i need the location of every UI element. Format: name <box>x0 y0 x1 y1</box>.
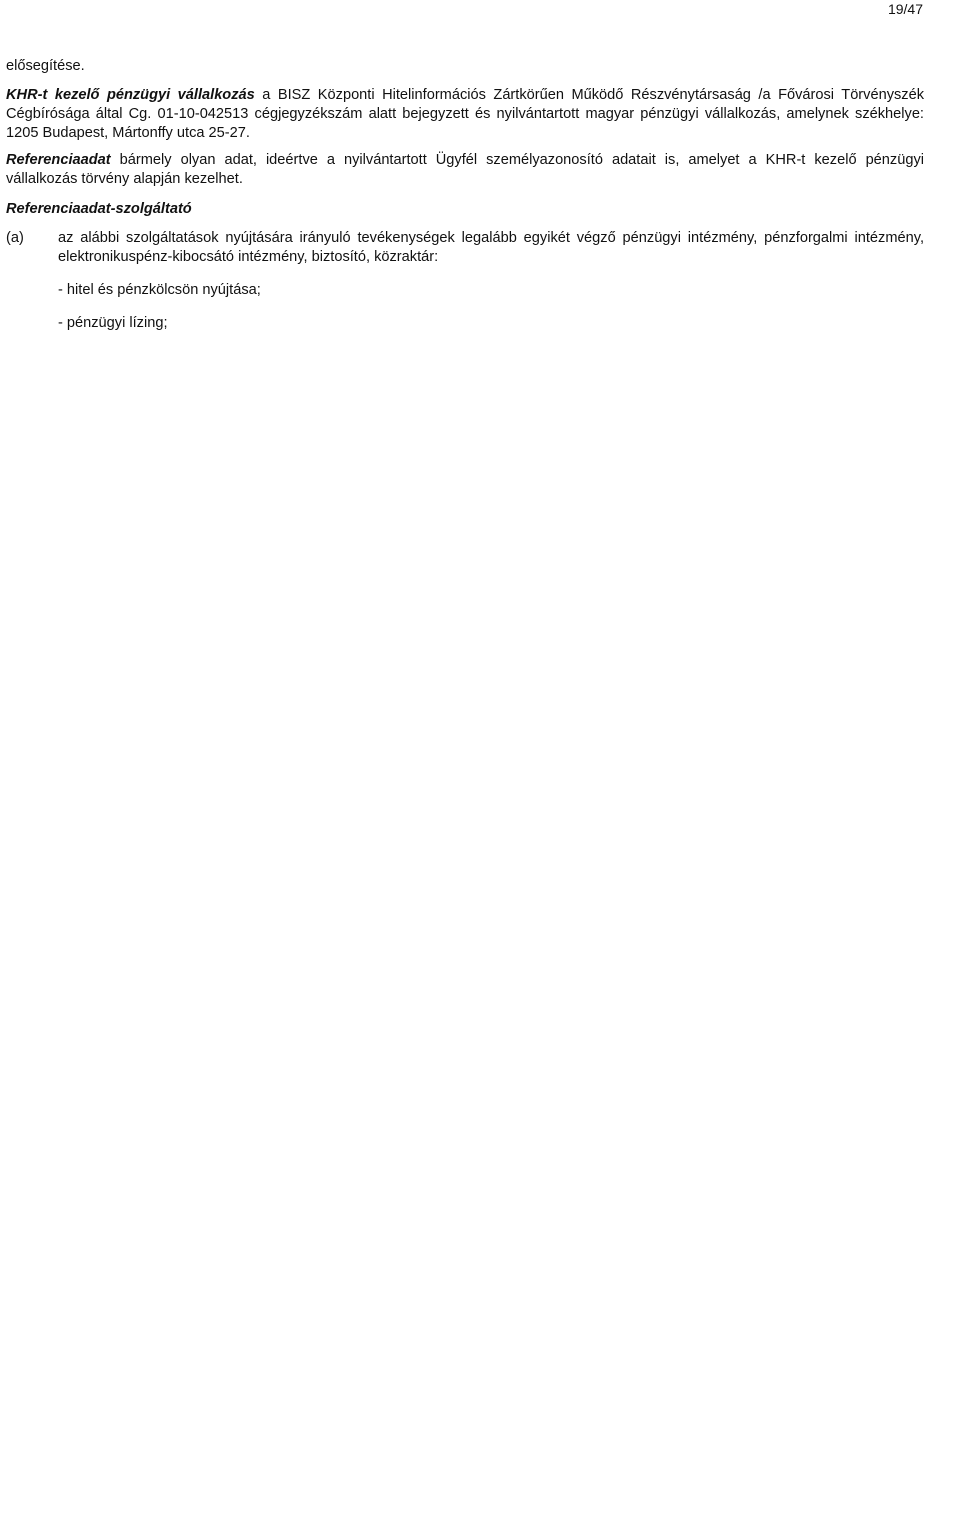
paragraph-referenciaadat <box>6 151 924 189</box>
paragraph-intro: elősegítése. <box>6 58 85 74</box>
term-referenciaadat: Referenciaadat <box>6 152 111 168</box>
list-item-a <box>6 229 924 267</box>
term-khr: KHR-t kezelő pénzügyi vállalkozás <box>6 87 255 103</box>
page-number: 19/47 <box>887 1 923 17</box>
paragraph-khr <box>6 86 924 143</box>
paragraph-referenciaadat-text: bármely olyan adat, ideértve a nyilvántartott Ügyfél személyazonosító adatait is, amelyet a KHR-t kezelő pénzügyi vállalkozás törvény alapján kezelhet. <box>6 152 924 187</box>
list-item-label: (a) <box>6 230 24 246</box>
document-body <box>6 57 924 333</box>
list-item-text: az alábbi szolgáltatások nyújtására irányuló tevékenységek legalább egyikét végző pénzügyi intézmény, pénzforgalmi intézmény, elektronikuspénz-kibocsátó intézmény, biztosító, közraktár: <box>58 230 924 265</box>
sub-item-1: - hitel és pénzkölcsön nyújtása; <box>58 282 261 298</box>
sub-item-2: - pénzügyi lízing; <box>58 315 168 331</box>
paragraph-khr-text: a BISZ Központi Hitelinformációs Zártkörűen Működő Részvénytársaság /a Fővárosi Törvényszék Cégbírósága által Cg. 01-10-042513 cégjegyzékszám alatt bejegyzett és nyilvántartott magyar pénzügyi vállalkozás, amelynek székhelye: 1205 Budapest, Mártonffy utca 25-27. <box>6 87 925 141</box>
heading-referenciaadat-szolgaltato: Referenciaadat-szolgáltató <box>6 201 192 217</box>
